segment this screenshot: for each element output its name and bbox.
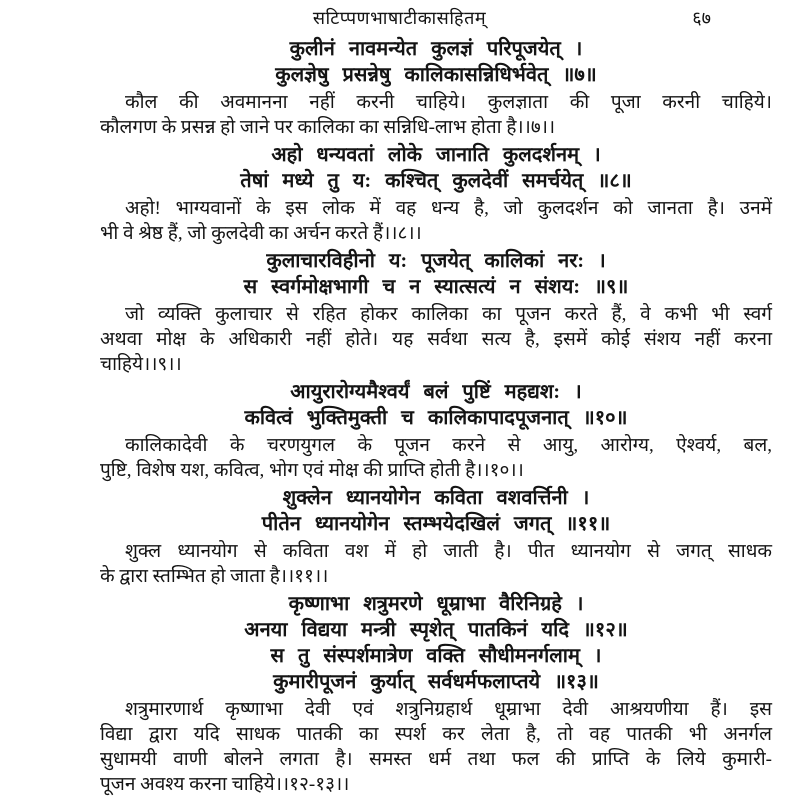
commentary-line: पूजन अवश्य करना चाहिये।।१२-१३।। — [100, 774, 350, 795]
commentary-9 — [100, 302, 772, 377]
commentary-line: अथवा मोक्ष के अधिकारी नहीं होते। यह सर्वथा सत्य है, इसमें कोई संशय नहीं करना — [100, 329, 772, 350]
commentary-line: जो व्यक्ति कुलाचार से रहित होकर कालिका का पूजन करते हैं, वे कभी भी स्वर्ग — [125, 304, 772, 325]
running-header-title: सटिप्पणभाषाटीकासहितम् — [312, 8, 487, 28]
verse-line: कुमारीपूजनं कुर्यात् सर्वधर्मफलाप्तये ॥१३॥ — [273, 671, 599, 693]
commentary-line: के द्वारा स्तम्भित हो जाता है।।११।। — [100, 566, 329, 587]
commentary-line: कौल की अवमानना नहीं करनी चाहिये। कुलज्ञाता की पूजा करनी चाहिये। — [125, 92, 772, 113]
verse-line: स तु संस्पर्शमात्रेण वक्ति सौधीमनर्गलाम् । — [270, 645, 602, 667]
commentary-line: पुष्टि, विशेष यश, कवित्व, भोग एवं मोक्ष की प्राप्ति होती है।।१०।। — [100, 460, 524, 481]
verse-line: अहो धन्यवतां लोके जानाति कुलदर्शनम् । — [271, 144, 601, 166]
commentary-line: चाहिये।।९।। — [100, 354, 182, 375]
commentary-line: सुधामयी वाणी बोलने लगता है। समस्त धर्म तथा फल की प्राप्ति के लिये कुमारी- — [100, 749, 772, 770]
page-header — [0, 0, 799, 34]
commentary-12-13 — [100, 697, 772, 797]
commentary-line: शत्रुमारणार्थ कृष्णाभा देवी एवं शत्रुनिग्रहार्थ धूम्राभा देवी आश्रयणीया हैं। इस — [125, 699, 772, 720]
verse-line: कुलज्ञेषु प्रसन्नेषु कालिकासन्निधिर्भवेत् ॥७॥ — [275, 64, 597, 86]
page-number: ६७ — [692, 8, 711, 28]
page-body — [0, 36, 799, 797]
verse-line: कुलीनं नावमन्येत कुलज्ञं परिपूजयेत् । — [289, 38, 583, 60]
verse-line: कृष्णाभा शत्रुमरणे धूम्राभा वैरिनिग्रहे । — [288, 593, 584, 615]
verse-8 — [100, 142, 772, 194]
verse-line: पीतेन ध्यानयोगेन स्तम्भयेदखिलं जगत् ॥११॥ — [261, 513, 611, 535]
verse-line: आयुरारोग्यमैश्वर्यं बलं पुष्टिं महद्यश: । — [290, 381, 582, 403]
commentary-11 — [100, 539, 772, 589]
commentary-line: शुक्ल ध्यानयोग से कविता वश में हो जाती है। पीत ध्यानयोग से जगत् साधक — [125, 541, 772, 562]
verse-line: कुलाचारविहीनो य: पूजयेत् कालिकां नर: । — [266, 250, 606, 272]
verse-9 — [100, 248, 772, 300]
commentary-8 — [100, 196, 772, 246]
commentary-7 — [100, 90, 772, 140]
verse-7 — [100, 36, 772, 88]
verse-line: स स्वर्गमोक्षभागी च न स्यात्सत्यं न संशय: ॥९॥ — [243, 276, 629, 298]
verse-10 — [100, 379, 772, 431]
commentary-line: कालिकादेवी के चरणयुगल के पूजन करने से आयु, आरोग्य, ऐश्वर्य, बल, — [125, 435, 772, 456]
verse-11 — [100, 485, 772, 537]
commentary-line: कौलगण के प्रसन्न हो जाने पर कालिका का सन्निधि-लाभ होता है।।७।। — [100, 117, 556, 138]
commentary-line: विद्या द्वारा यदि साधक पातकी का स्पर्श कर लेता है, तो वह पातकी भी अनर्गल — [100, 724, 772, 745]
commentary-line: भी वे श्रेष्ठ हैं, जो कुलदेवी का अर्चन करते हैं।।८।। — [100, 223, 422, 244]
verse-line: कवित्वं भुक्तिमुक्ती च कालिकापादपूजनात् ॥१०॥ — [244, 407, 628, 429]
verse-line: तेषां मध्ये तु य: कश्चित् कुलदेवीं समर्चयेत् ॥८॥ — [240, 170, 632, 192]
commentary-10 — [100, 433, 772, 483]
verse-line: अनया विद्यया मन्त्री स्पृशेत् पातकिनं यदि ॥१२॥ — [244, 619, 628, 641]
verse-line: शुक्लेन ध्यानयोगेन कविता वशवर्त्तिनी । — [282, 487, 590, 509]
verse-12-13 — [100, 591, 772, 695]
commentary-line: अहो! भाग्यवानों के इस लोक में वह धन्य है, जो कुलदर्शन को जानता है। उनमें — [125, 198, 772, 219]
